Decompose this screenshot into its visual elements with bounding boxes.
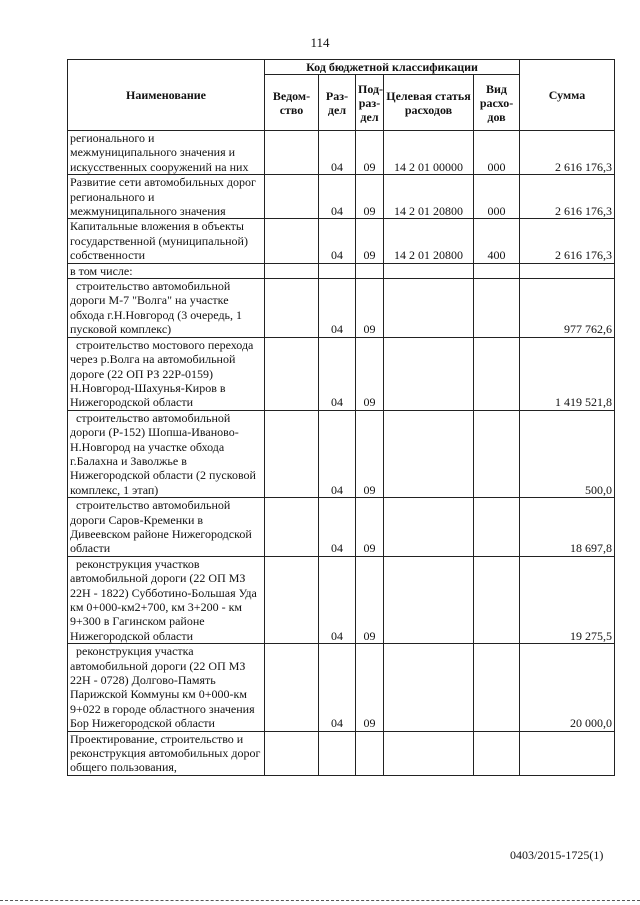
cell-name: реконструкция участка автомобильной дороги (22 ОП МЗ 22Н - 0728) Долгово-Память Парижской Коммуны км 0+000-км 9+022 в городе областного значения Бор Нижегородской области xyxy=(68,644,265,731)
cell-vedomstvo xyxy=(265,556,319,643)
cell-name: Капитальные вложения в объекты государственной (муниципальной) собственности xyxy=(68,219,265,263)
cell-podrazdel: 09 xyxy=(356,175,384,219)
cell-name: регионального и межмуниципального значения и искусственных сооружений на них xyxy=(68,131,265,175)
table-row xyxy=(68,219,615,263)
header-code-group: Код бюджетной классификации xyxy=(265,60,520,75)
cell-sum: 18 697,8 xyxy=(520,498,615,557)
document-code: 0403/2015-1725(1) xyxy=(510,848,604,862)
cell-sum: 20 000,0 xyxy=(520,644,615,731)
cell-vid: 400 xyxy=(474,219,520,263)
cell-target xyxy=(384,556,474,643)
header-vid: Вид расхо-дов xyxy=(474,75,520,131)
cell-target xyxy=(384,263,474,278)
cell-vid: 000 xyxy=(474,175,520,219)
cell-vedomstvo xyxy=(265,279,319,338)
cell-name: строительство автомобильной дороги Саров-Кременки в Дивеевском районе Нижегородской области xyxy=(68,498,265,557)
table-row xyxy=(68,263,615,278)
cell-target xyxy=(384,644,474,731)
cell-vid xyxy=(474,556,520,643)
cell-vid: 000 xyxy=(474,131,520,175)
table-row xyxy=(68,337,615,410)
cell-vedomstvo xyxy=(265,644,319,731)
cell-razdel: 04 xyxy=(319,219,356,263)
cell-razdel xyxy=(319,731,356,775)
table-row xyxy=(68,131,615,175)
table-row xyxy=(68,498,615,557)
cell-sum: 500,0 xyxy=(520,410,615,497)
cell-podrazdel: 09 xyxy=(356,644,384,731)
cell-name: реконструкция участков автомобильной дороги (22 ОП МЗ 22Н - 1822) Субботино-Большая Уда км 0+000-км2+700, км 3+200 - км 9+300 в Гагинском районе Нижегородской области xyxy=(68,556,265,643)
cell-vid xyxy=(474,337,520,410)
cell-vid xyxy=(474,410,520,497)
table-row xyxy=(68,410,615,497)
page-number: 114 xyxy=(310,35,330,50)
cell-target xyxy=(384,279,474,338)
cell-razdel: 04 xyxy=(319,175,356,219)
cell-name: строительство автомобильной дороги (Р-152) Шопша-Иваново-Н.Новгород на участке обхода г.Балахна и Заволжье в Нижегородской области (2 пусковой комплекс, 1 этап) xyxy=(68,410,265,497)
cell-target xyxy=(384,498,474,557)
cell-podrazdel: 09 xyxy=(356,219,384,263)
cell-target: 14 2 01 20800 xyxy=(384,175,474,219)
table-row xyxy=(68,644,615,731)
cell-podrazdel: 09 xyxy=(356,410,384,497)
header-sum: Сумма xyxy=(520,60,615,131)
cell-podrazdel: 09 xyxy=(356,556,384,643)
cell-vedomstvo xyxy=(265,175,319,219)
cell-name: Развитие сети автомобильных дорог регионального и межмуниципального значения xyxy=(68,175,265,219)
cell-name: строительство мостового перехода через р.Волга на автомобильной дороге (22 ОП РЗ 22Р-0159) Н.Новгород-Шахунья-Киров в Нижегородской области xyxy=(68,337,265,410)
cell-razdel: 04 xyxy=(319,410,356,497)
header-podrazdel: Под-раз-дел xyxy=(356,75,384,131)
cell-razdel: 04 xyxy=(319,644,356,731)
cell-target xyxy=(384,337,474,410)
cell-vid xyxy=(474,263,520,278)
table-row xyxy=(68,175,615,219)
header-razdel: Раз-дел xyxy=(319,75,356,131)
cell-name: в том числе: xyxy=(68,263,265,278)
cell-vedomstvo xyxy=(265,410,319,497)
cell-sum: 2 616 176,3 xyxy=(520,175,615,219)
cell-vid xyxy=(474,644,520,731)
cell-sum: 19 275,5 xyxy=(520,556,615,643)
cell-sum: 2 616 176,3 xyxy=(520,131,615,175)
table-row xyxy=(68,556,615,643)
cell-sum: 1 419 521,8 xyxy=(520,337,615,410)
cell-podrazdel: 09 xyxy=(356,498,384,557)
cell-podrazdel: 09 xyxy=(356,337,384,410)
page-edge-divider xyxy=(0,900,640,901)
cell-razdel: 04 xyxy=(319,131,356,175)
cell-razdel: 04 xyxy=(319,498,356,557)
cell-vedomstvo xyxy=(265,263,319,278)
cell-podrazdel: 09 xyxy=(356,279,384,338)
cell-vid xyxy=(474,279,520,338)
table-row xyxy=(68,279,615,338)
cell-sum xyxy=(520,731,615,775)
cell-target xyxy=(384,731,474,775)
cell-podrazdel xyxy=(356,731,384,775)
cell-target xyxy=(384,410,474,497)
header-name: Наименование xyxy=(68,60,265,131)
cell-target: 14 2 01 00000 xyxy=(384,131,474,175)
cell-vedomstvo xyxy=(265,337,319,410)
cell-sum: 977 762,6 xyxy=(520,279,615,338)
budget-table xyxy=(67,59,615,776)
cell-razdel: 04 xyxy=(319,556,356,643)
cell-vid xyxy=(474,731,520,775)
cell-sum xyxy=(520,263,615,278)
header-vedomstvo: Ведом-ство xyxy=(265,75,319,131)
header-target: Целевая статья расходов xyxy=(384,75,474,131)
cell-vedomstvo xyxy=(265,131,319,175)
table-row xyxy=(68,731,615,775)
cell-podrazdel xyxy=(356,263,384,278)
cell-name: Проектирование, строительство и реконструкция автомобильных дорог общего пользования, xyxy=(68,731,265,775)
cell-podrazdel: 09 xyxy=(356,131,384,175)
cell-razdel xyxy=(319,263,356,278)
cell-vedomstvo xyxy=(265,498,319,557)
budget-table-body xyxy=(68,131,615,776)
cell-vedomstvo xyxy=(265,731,319,775)
cell-razdel: 04 xyxy=(319,337,356,410)
cell-sum: 2 616 176,3 xyxy=(520,219,615,263)
cell-vedomstvo xyxy=(265,219,319,263)
cell-vid xyxy=(474,498,520,557)
cell-name: строительство автомобильной дороги М-7 "Волга" на участке обхода г.Н.Новгород (3 очередь, 1 пусковой комплекс) xyxy=(68,279,265,338)
cell-target: 14 2 01 20800 xyxy=(384,219,474,263)
cell-razdel: 04 xyxy=(319,279,356,338)
